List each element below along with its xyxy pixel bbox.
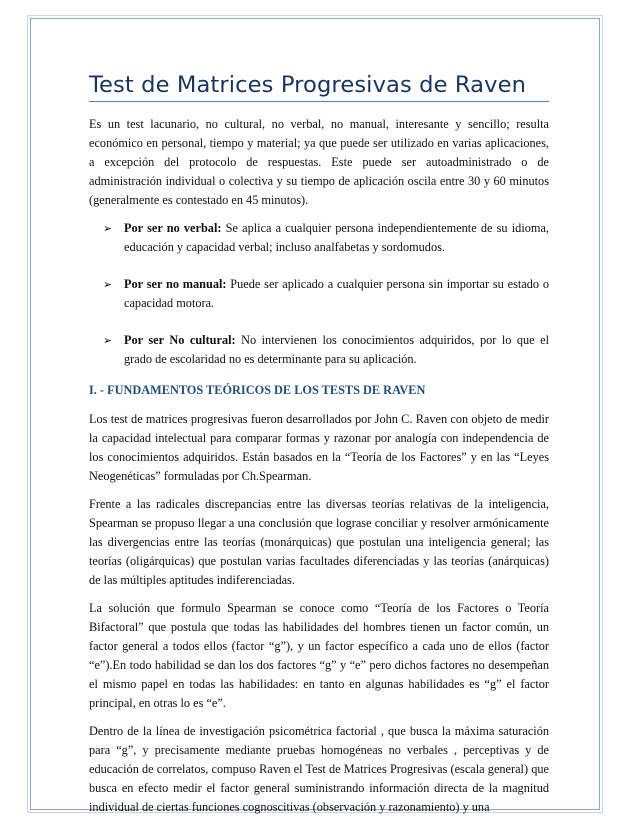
arrow-bullet-icon: ➢	[103, 278, 113, 291]
feature-lead: Por ser No cultural:	[124, 333, 236, 347]
body-paragraph: Los test de matrices progresivas fueron desarrollados por John C. Raven con objeto de medir la capacidad intelectual para comparar formas y razonar por analogía con independencia de los conocimientos adquiridos. Están basados en la “Teoría de los Factores” y en las “Leyes Neogenéticas” formuladas por Ch.Spearman.	[89, 412, 549, 483]
section-heading: I. - FUNDAMENTOS TEÓRICOS DE LOS TESTS DE RAVEN	[89, 383, 426, 397]
body-paragraph: La solución que formulo Spearman se conoce como “Teoría de los Factores o Teoría Bifactoral” que postula que todas las habilidades del hombres tienen un factor común, un factor general a todos ellos (factor “g”), y un factor específico a cada uno de ellos (factor “e”).En todo habilidad se dan los dos factores “g” y “e” pero dichos factores no desempeñan el mismo papel en todas las habilidades: en tanto en algunas habilidades es “g” el factor principal, en otras lo es “e”.	[89, 601, 549, 710]
arrow-bullet-icon: ➢	[103, 334, 113, 347]
feature-lead: Por ser no manual:	[124, 277, 227, 291]
document-title: Test de Matrices Progresivas de Raven	[89, 72, 549, 102]
feature-text: Puede ser aplicado a cualquier persona sin importar su estado o capacidad motora.	[124, 277, 549, 310]
feature-text: No intervienen los conocimientos adquiridos, por lo que el grado de escolaridad no es determinante para su aplicación.	[124, 333, 549, 366]
feature-item-no-manual	[99, 275, 549, 313]
document-body	[89, 72, 549, 826]
feature-lead: Por ser no verbal:	[124, 221, 222, 235]
body-paragraph: Dentro de la línea de investigación psicométrica factorial , que busca la máxima saturación para “g”, y precisamente mediante pruebas homogéneas no verbales , perceptivas y de educación de correlatos, compuso Raven el Test de Matrices Progresivas (escala general) que busca en efecto medir el factor general suministrando información directa de la magnitud individual de ciertas funciones cognoscitivas (observación y razonamiento) y una	[89, 724, 549, 814]
feature-text: Se aplica a cualquier persona independientemente de su idioma, educación y capacidad verbal; incluso analfabetas y sordomudos.	[124, 221, 549, 254]
intro-paragraph: Es un test lacunario, no cultural, no verbal, no manual, interesante y sencillo; resulta económico en personal, tiempo y material; ya que puede ser utilizado en varias aplicaciones, a excepción del protocolo de respuestas. Este puede ser autoadministrado o de administración individual o colectiva y su tiempo de aplicación oscila entre 30 y 60 minutos (generalmente es contestado en 45 minutos).	[89, 117, 549, 207]
arrow-bullet-icon: ➢	[103, 222, 113, 235]
feature-item-no-verbal	[99, 219, 549, 257]
body-paragraph: Frente a las radicales discrepancias entre las diversas teorías relativas de la inteligencia, Spearman se propuso llegar a una conclusión que lograse conciliar y resolver armónicamente las divergencias entre las teorías (monárquicas) que postulan una inteligencia general; las teorías (oligárquicas) que postulan varias facultades diferenciadas y las teorías (anárquicas) de las múltiples aptitudes indiferenciadas.	[89, 497, 549, 587]
feature-list	[89, 219, 549, 369]
feature-item-no-cultural	[99, 331, 549, 369]
